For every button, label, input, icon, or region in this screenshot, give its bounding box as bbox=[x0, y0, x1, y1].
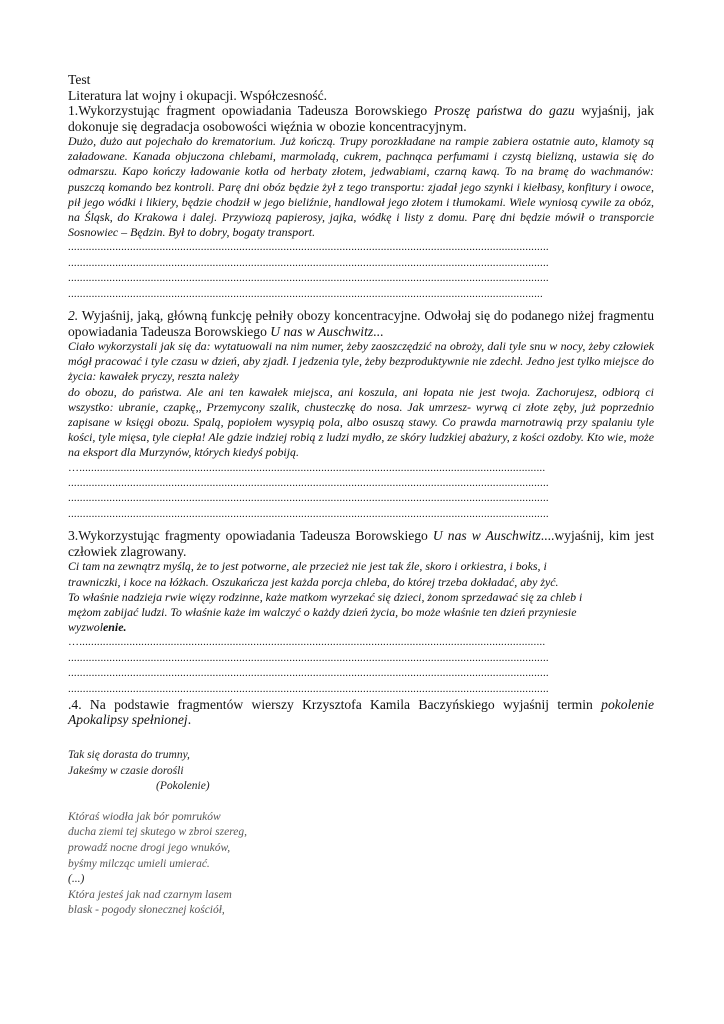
question-4 bbox=[68, 697, 654, 728]
answer-line[interactable]: ................................................................................................................................................................... bbox=[68, 477, 549, 490]
answer-line[interactable]: ................................................................................................................................................................... bbox=[68, 507, 549, 520]
poem-2-line: byśmy milcząc umieli umierać. bbox=[68, 857, 210, 870]
question-4-text-b: . bbox=[187, 712, 192, 728]
question-3-fragment-line: To właśnie nadzieja rwie więzy rodzinne, każe matkom wyrzekać się dzieci, żonom sprzedawać się za chleb i bbox=[68, 589, 583, 604]
question-1-text-a: 1.Wykorzystując fragment opowiadania Tadeusza Borowskiego bbox=[68, 103, 434, 118]
question-1-text-b: wyjaśnij, jak dokonuje się degradacja osobowości więźnia w obozie koncentracyjnym. bbox=[68, 103, 654, 134]
question-3-fragment-line bbox=[68, 620, 654, 635]
test-page bbox=[68, 72, 654, 919]
question-3-fragment-line: Ci tam na zewnątrz myślą, że to jest potworne, ale przecież nie jest tak źle, skoro i orkiestra, i boks, i bbox=[68, 559, 547, 574]
question-2-text-b: ... bbox=[373, 323, 384, 339]
answer-line[interactable]: ….............................................................................................................................................................. bbox=[68, 636, 546, 649]
poem-2-line: Któraś wiodła jak bór pomruków bbox=[68, 810, 221, 823]
question-3-work-title: U nas w Auschwitz bbox=[432, 528, 541, 544]
answer-line[interactable]: ................................................................................................................................................................... bbox=[68, 682, 549, 695]
question-2-fragment-b: do obozu, do państwa. Ale ani ten kawałek miejsca, ani koszula, ani łopata nie jest twoja. Zachorujesz, odbiorą ci wszystko: ubranie, czapkę,, Przemycony szalik, chusteczkę do nosa. Jak umrzesz- wyrwą ci złote zęby, już poprzednio zapisane w księgi obozu. Spalą, popiołem wysypią pola, albo osuszą stawy. Co prawda marnotrawią przy spalaniu tyle kości, tyle mięsa, tyle ciepła! Ale gdzie indziej robią z ludzi mydło, ze skóry ludzkiej abażury, z kości ozdoby. Kto wie, może na eksport dla Murzynów, których kiedyś pobiją. bbox=[68, 384, 654, 460]
answer-line[interactable]: ................................................................................................................................................................... bbox=[68, 256, 549, 269]
poem-1-line: Jakeśmy w czasie dorośli bbox=[68, 764, 184, 777]
question-1-work-title: Proszę państwa do gazu bbox=[433, 103, 575, 118]
answer-line[interactable]: ................................................................................................................................................................... bbox=[68, 492, 549, 505]
question-1-fragment: Dużo, dużo aut pojechało do krematorium. Już kończą. Trupy porozkładane na rampie zabiera ostatnie auto, klamoty są załadowane. Kanada objuczona chlebami, marmoladą, cukrem, pachnąca perfumami i czystą bielizną, ustawia się do odmarszu. Kapo kończy ładowanie kotła od herbaty złotem, jedwabiami, czarną kawą. To na bramę do wachmanów: puszczą komando bez kontroli. Parę dni obóz będzie żył z tego transportu: zjadał jego szynki i kiełbasy, konfitury i owoce, pił jego wódki i likiery, będzie chodził w jego bieliźnie, handlował jego złotem i tłumokami. Wiele wyniosą cywile za obóz, na Śląsk, do Krakowa i dalej. Przywiozą papierosy, jajka, wódkę i listy z domu. Parę dni będzie mówił o transporcie Sosnowiec – Będzin. Był to dobry, bogaty transport. bbox=[68, 134, 654, 240]
answer-line[interactable]: ................................................................................................................................................................. bbox=[68, 287, 543, 300]
question-3-fragment-line: mężom zabijać ludzi. To właśnie każe im walczyć o każdy dzień życia, bo może właśnie ten dzień przyniesie bbox=[68, 604, 577, 619]
poem-2-line: ducha ziemi tej skutego w zbroi szereg, bbox=[68, 826, 247, 839]
question-4-term: pokolenie Apokalipsy spełnionej bbox=[68, 696, 654, 728]
question-3-fragment-line: trawniczki, i koce na łóżkach. Oszukańcza jest każda porcja chleba, do której trzeba dokładać, aby żyć. bbox=[68, 574, 559, 589]
question-3-text-b: ....wyjaśnij, kim jest człowiek zlagrowany. bbox=[68, 528, 654, 559]
question-2-fragment-a: Ciało wykorzystali jak się da: wytatuowali na nim numer, żeby zaoszczędzić na obroży, dali tyle snu w nocy, żeby człowiek mógł pracować i tyle czasu w dzień, aby zjadł. I jedzenia tyle, żeby bezproduktywnie nie zdechł. Jedno jest tylko miejsce do życia: kawałek pryczy, reszta należy bbox=[68, 339, 654, 384]
answer-line[interactable]: ................................................................................................................................................................... bbox=[68, 667, 549, 680]
answer-line[interactable]: ................................................................................................................................................................... bbox=[68, 272, 549, 285]
question-4-text-a: .4. Na podstawie fragmentów wierszy Krzysztofa Kamila Baczyńskiego wyjaśnij termin bbox=[68, 696, 602, 712]
question-3-fragment-end-a: wyzwol bbox=[68, 620, 104, 635]
question-3-text-a: 3.Wykorzystując fragmenty opowiadania Tadeusza Borowskiego bbox=[68, 528, 433, 544]
poem-2-line: prowadź nocne drogi jego wnuków, bbox=[68, 841, 231, 854]
question-1 bbox=[68, 103, 654, 134]
poem-1-title: (Pokolenie) bbox=[156, 780, 210, 793]
question-2-text-a: Wyjaśnij, jaką, główną funkcję pełniły obozy koncentracyjne. Odwołaj się do podanego niżej fragmentu opowiadania Tadeusza Borowskiego bbox=[68, 308, 654, 339]
test-subtitle: Literatura lat wojny i okupacji. Współczesność. bbox=[68, 87, 328, 103]
answer-line[interactable]: ................................................................................................................................................................... bbox=[68, 241, 549, 254]
question-3 bbox=[68, 528, 654, 559]
poem-2-line: Która jesteś jak nad czarnym lasem bbox=[68, 888, 232, 901]
poem-2-line: blask - pogody słonecznej kościół, bbox=[68, 904, 225, 917]
question-3-fragment-end-b: enie. bbox=[103, 620, 127, 635]
question-2 bbox=[68, 308, 654, 339]
question-2-number: 2. bbox=[68, 308, 79, 324]
poem-2-ellipsis: (...) bbox=[68, 873, 85, 886]
question-2-work-title: U nas w Auschwitz bbox=[270, 323, 374, 339]
answer-line[interactable]: ….............................................................................................................................................................. bbox=[68, 461, 546, 474]
answer-line[interactable]: ................................................................................................................................................................... bbox=[68, 651, 549, 664]
test-title: Test bbox=[68, 72, 91, 87]
poem-1-line: Tak się dorasta do trumny, bbox=[68, 748, 190, 761]
